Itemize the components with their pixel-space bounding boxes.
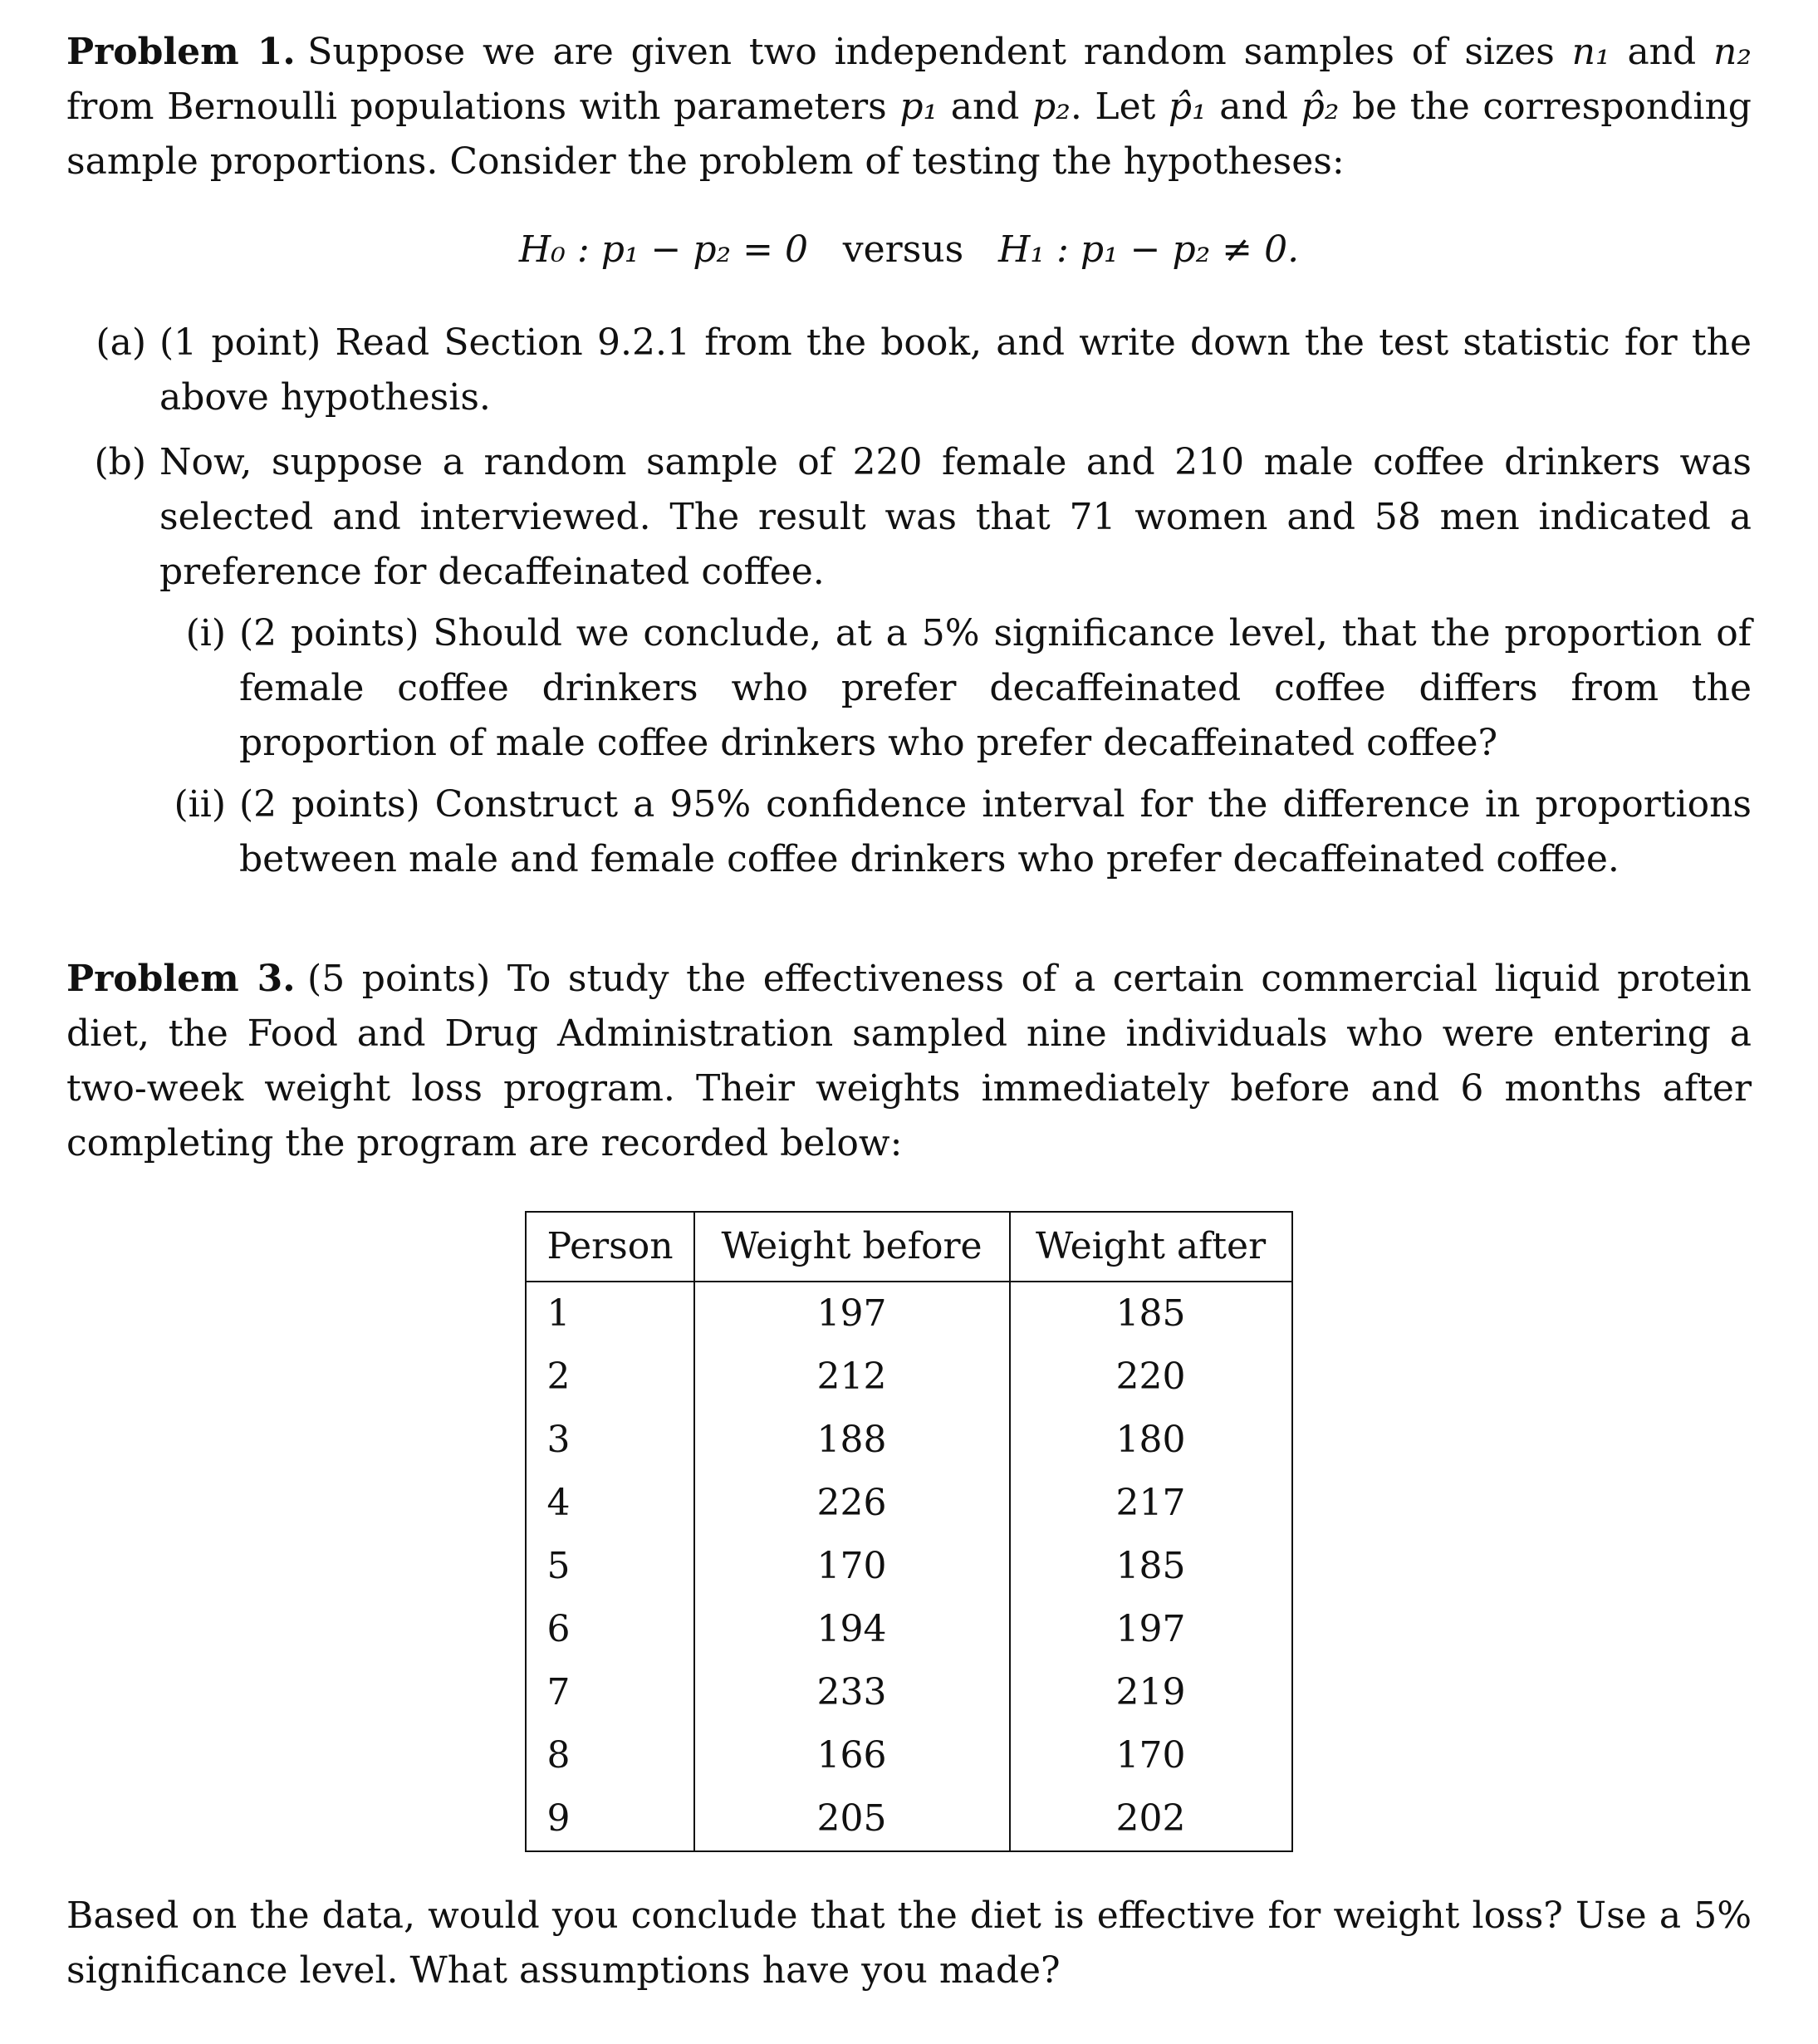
h1-expression: H₁ : p₁ − p₂ ≠ 0. (998, 228, 1300, 271)
table-cell: 9 (526, 1787, 693, 1851)
table-cell: 194 (694, 1598, 1010, 1661)
table-row (526, 1282, 1291, 1346)
table-header-row (526, 1212, 1291, 1282)
table-cell: 6 (526, 1598, 693, 1661)
table-cell: 197 (694, 1282, 1010, 1346)
item-a-body (159, 316, 1752, 425)
table-cell: 185 (1010, 1282, 1292, 1346)
table-row (526, 1724, 1291, 1787)
table-cell: 188 (694, 1409, 1010, 1472)
table-cell: 185 (1010, 1535, 1292, 1598)
table-cell: 217 (1010, 1472, 1292, 1535)
subitem-i-label: (i) (185, 612, 226, 654)
table-row (526, 1409, 1291, 1472)
subitem-ii (159, 777, 1752, 887)
table-cell: 3 (526, 1409, 693, 1472)
h0-expression: H₀ : p₁ − p₂ = 0 (518, 228, 808, 271)
problem3-heading: Problem 3. (66, 958, 296, 1000)
problem1-item-b (66, 435, 1752, 887)
subitem-ii-text: (2 points) Construct a 95% confidence interval for the difference in proportions between male and female coffee drinkers who prefer decaffeinated coffee. (239, 783, 1752, 880)
problem1-intro-text: Suppose we are given two independent random samples of sizes n₁ and n₂ from Bernoulli populations with parameters p₁ and p₂. Let p̂₁ and p̂₂ be the corresponding sample proportions. Consider the problem of testing the hypotheses: (66, 31, 1752, 183)
table-cell: 1 (526, 1282, 693, 1346)
problem1-list (66, 316, 1752, 887)
weights-table (525, 1211, 1292, 1852)
problem1-sublist (159, 606, 1752, 887)
table-cell: 166 (694, 1724, 1010, 1787)
table-cell: 212 (694, 1346, 1010, 1409)
table-row (526, 1598, 1291, 1661)
table-cell: 202 (1010, 1787, 1292, 1851)
item-b-label: (b) (94, 441, 146, 483)
problem3-section (66, 952, 1752, 1998)
table-cell: 170 (694, 1535, 1010, 1598)
table-cell: 226 (694, 1472, 1010, 1535)
table-row (526, 1661, 1291, 1724)
table-cell: 220 (1010, 1346, 1292, 1409)
table-header-weight-before: Weight before (694, 1212, 1010, 1282)
item-a-text: (1 point) Read Section 9.2.1 from the book, and write down the test statistic for the above hypothesis. (159, 321, 1752, 419)
subitem-ii-label: (ii) (174, 783, 226, 826)
table-header-person: Person (526, 1212, 693, 1282)
table-row (526, 1472, 1291, 1535)
problem1-item-a (66, 316, 1752, 425)
table-cell: 170 (1010, 1724, 1292, 1787)
table-row (526, 1535, 1291, 1598)
versus-text: versus (842, 228, 964, 271)
table-cell: 4 (526, 1472, 693, 1535)
item-b-body (159, 435, 1752, 887)
table-row (526, 1346, 1291, 1409)
problem1-heading: Problem 1. (66, 31, 296, 73)
problem1-intro (66, 25, 1752, 189)
subitem-i-text: (2 points) Should we conclude, at a 5% significance level, that the proportion of female coffee drinkers who prefer decaffeinated coffee differs from the proportion of male coffee drinkers who prefer decaffeinated coffee? (239, 612, 1752, 764)
problem3-intro-text: (5 points) To study the effectiveness of a certain commercial liquid protein diet, the Food and Drug Administration sampled nine individuals who were entering a two-week weight loss program. Their weights immediately before and 6 months after completing the program are recorded below: (66, 958, 1752, 1164)
table-header-weight-after: Weight after (1010, 1212, 1292, 1282)
table-cell: 5 (526, 1535, 693, 1598)
table-cell: 2 (526, 1346, 693, 1409)
table-cell: 205 (694, 1787, 1010, 1851)
table-cell: 7 (526, 1661, 693, 1724)
table-cell: 219 (1010, 1661, 1292, 1724)
item-b-text: Now, suppose a random sample of 220 female and 210 male coffee drinkers was selected and interviewed. The result was that 71 women and 58 men indicated a preference for decaffeinated coffee. (159, 441, 1752, 593)
problem3-intro (66, 952, 1752, 1171)
table-cell: 8 (526, 1724, 693, 1787)
subitem-i (159, 606, 1752, 771)
table-cell: 233 (694, 1661, 1010, 1724)
table-cell: 180 (1010, 1409, 1292, 1472)
item-a-label: (a) (96, 321, 146, 364)
closing-paragraph: Based on the data, would you conclude that the diet is effective for weight loss? Use a 5% significance level. What assumptions have you made? (66, 1894, 1752, 1992)
hypothesis-equation (66, 223, 1752, 277)
table-row (526, 1787, 1291, 1851)
table-cell: 197 (1010, 1598, 1292, 1661)
